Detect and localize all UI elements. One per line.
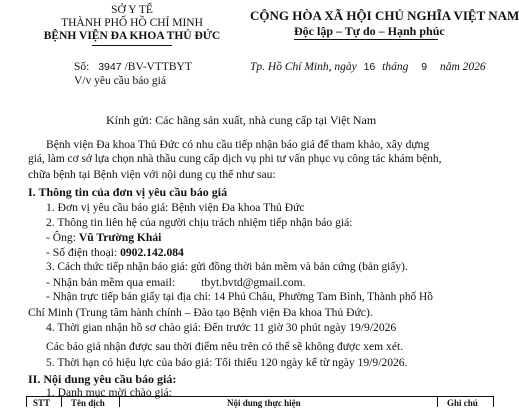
contact-name: Vũ Trường Khải: [78, 231, 162, 244]
intro-line3: chữa bệnh tại Bệnh viện với nội dung cụ thể như sau:: [28, 168, 276, 181]
section1-item1: 1. Đơn vị yêu cầu báo giá: Bệnh viện Đa khoa Thủ Đức: [46, 201, 305, 214]
late-note: Các báo giá nhận được sau thời điểm nêu trên có thể sẽ không được xem xét.: [46, 340, 404, 353]
motto: Độc lập – Tự do – Hạnh phúc: [294, 24, 445, 38]
section1-item4: 4. Thời gian nhận hồ sơ chào giá: Đến trước 11 giờ 30 phút ngày 19/9/2026: [46, 321, 397, 334]
date-line: [250, 60, 486, 74]
table-header-content: Nội dung thực hiện: [227, 398, 301, 408]
section1-item3: 3. Cách thức tiếp nhận báo giá: gửi đồng thời bản mềm và bản cứng (bản giấy).: [46, 261, 408, 273]
table-divider: [61, 397, 62, 407]
section2-title: II. Nội dung yêu cầu báo giá:: [28, 372, 177, 386]
agency-line3: BỆNH VIỆN ĐA KHOA THỦ ĐỨC: [43, 30, 221, 42]
doc-number-suffix: /BV-VTTBYT: [124, 61, 192, 73]
table-divider: [437, 397, 438, 407]
motto-underline: [294, 39, 438, 40]
table-divider: [119, 397, 120, 407]
date-month: 9: [421, 61, 428, 73]
intro-line2: giá, làm cơ sở lựa chọn nhà thầu cung cấp dịch vụ phi tư vấn phục vụ công tác khám bệnh,: [28, 153, 442, 165]
contact-phone: 0902.142.084: [120, 246, 184, 259]
agency-underline: [92, 45, 172, 46]
section1-item2: 2. Thông tin liên hệ của người chịu trách nhiệm tiếp nhận báo giá:: [46, 216, 353, 229]
table-header-stt: STT: [33, 398, 51, 408]
agency-line1: SỞ Y TẾ: [111, 4, 153, 16]
contact-name-label: - Ông:: [46, 231, 79, 244]
contact-phone-line: [46, 245, 184, 260]
agency-line2: THÀNH PHỐ HỒ CHÍ MINH: [61, 17, 203, 29]
date-day: 16: [363, 61, 376, 73]
email-line: - Nhận bản mềm qua email: tbyt.bvtd@gmail.com.: [46, 276, 306, 289]
address-line1: - Nhận trực tiếp bản giấy tại địa chỉ: 14 Phú Châu, Phường Tam Bình, Thành phố Hồ: [46, 291, 433, 303]
address-line2: Chí Minh (Trung tâm hành chính – Đào tạo Bệnh viện Đa khoa Thủ Đức).: [28, 306, 373, 319]
section2-item1: 1. Danh mục mời chào giá:: [46, 386, 172, 399]
date-prefix: Tp. Hồ Chí Minh, ngày: [250, 61, 357, 73]
table-header-note: Ghi chú: [447, 398, 478, 408]
contact-name-line: [46, 230, 161, 245]
country-title: CỘNG HÒA XÃ HỘI CHỦ NGHĨA VIỆT NAM: [250, 8, 519, 23]
greeting: Kính gửi: Các hãng sản xuất, nhà cung cấp tại Việt Nam: [106, 113, 377, 127]
intro-line1: Bệnh viện Đa khoa Thủ Đức có nhu cầu tiếp nhận báo giá để tham khảo, xây dựng: [46, 138, 430, 151]
section1-title: I. Thông tin của đơn vị yêu cầu báo giá: [28, 185, 228, 199]
subject-line: V/v yêu cầu báo giá: [74, 75, 166, 87]
date-year-label: năm 2026: [439, 61, 486, 73]
doc-number-value: 3947: [98, 61, 122, 73]
quote-table: [26, 396, 494, 407]
table-header-service: Tên dịch: [71, 398, 105, 408]
contact-phone-label: - Số điện thoại:: [46, 246, 121, 259]
section1-item5: 5. Thời hạn có hiệu lực của báo giá: Tối thiểu 120 ngày kể từ ngày 19/9/2026.: [46, 356, 408, 369]
date-month-label: tháng: [382, 61, 409, 73]
doc-number: [74, 60, 192, 74]
doc-number-prefix: Số:: [74, 61, 90, 73]
